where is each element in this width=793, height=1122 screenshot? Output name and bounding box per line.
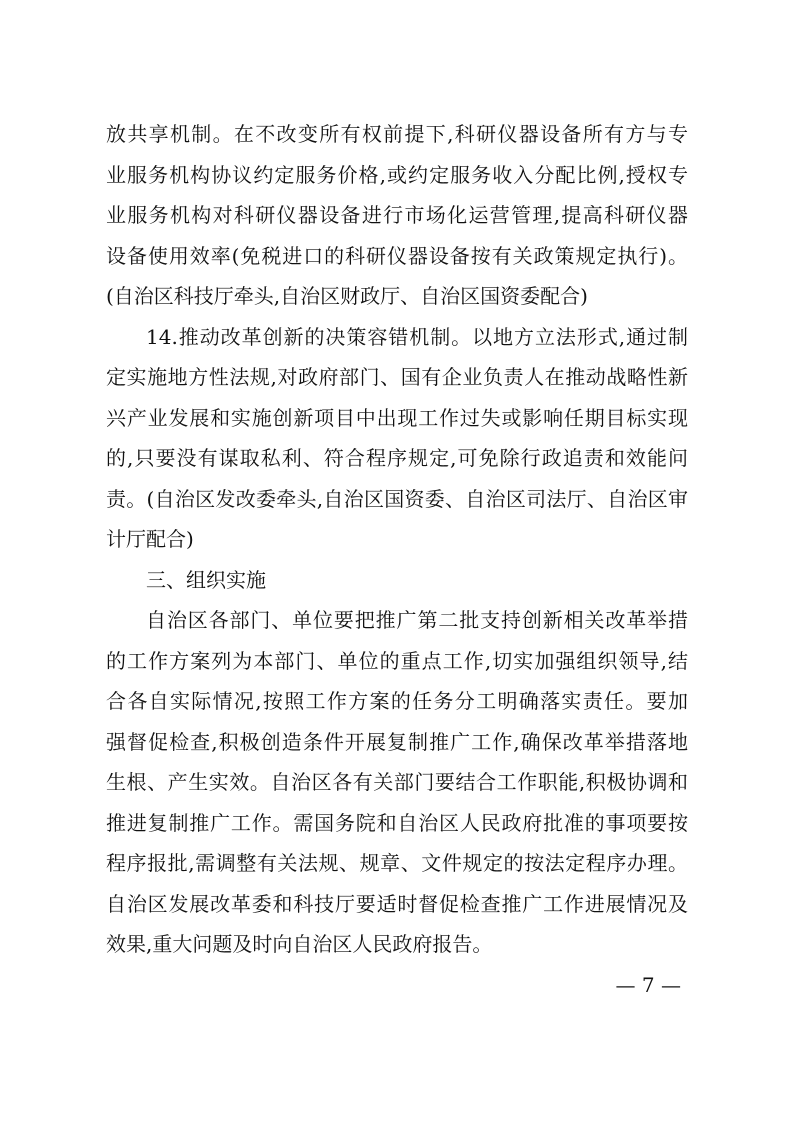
page-number: — 7 — [615,973,681,997]
paragraph-line: 业服务机构对科研仪器设备进行市场化运营管理,提高科研仪器 [106,203,688,227]
paragraph-line: 合各自实际情况,按照工作方案的任务分工明确落实责任。要加 [106,689,688,713]
paragraph-line: 14.推动改革创新的决策容错机制。以地方立法形式,通过制 [146,324,688,349]
paragraph-line: 程序报批,需调整有关法规、规章、文件规定的按法定程序办理。 [106,851,688,875]
body-text [106,114,688,965]
paragraph-line: 计厅配合) [106,527,194,551]
paragraph-line: 生根、产生实效。自治区各有关部门要结合工作职能,积极协调和 [106,770,688,794]
paragraph-line: 放共享机制。在不改变所有权前提下,科研仪器设备所有方与专 [106,122,688,146]
paragraph-line: 定实施地方性法规,对政府部门、国有企业负责人在推动战略性新 [106,365,688,389]
section-heading: 三、组织实施 [146,567,266,592]
paragraph-line: 设备使用效率(免税进口的科研仪器设备按有关政策规定执行)。 [106,243,688,268]
paragraph-line: 兴产业发展和实施创新项目中出现工作过失或影响任期目标实现 [106,405,688,430]
paragraph-line: 推进复制推广工作。需国务院和自治区人民政府批准的事项要按 [106,810,688,835]
paragraph-line: 责。(自治区发改委牵头,自治区国资委、自治区司法厅、自治区审 [106,486,688,511]
paragraph-line: (自治区科技厅牵头,自治区财政厅、自治区国资委配合) [106,284,588,308]
paragraph-line: 效果,重大问题及时向自治区人民政府报告。 [106,932,493,956]
paragraph-line: 自治区各部门、单位要把推广第二批支持创新相关改革举措 [146,608,688,632]
paragraph-line: 业服务机构协议约定服务价格,或约定服务收入分配比例,授权专 [106,162,688,187]
paragraph-line: 的,只要没有谋取私利、符合程序规定,可免除行政追责和效能问 [106,446,688,470]
paragraph-line: 强督促检查,积极创造条件开展复制推广工作,确保改革举措落地 [106,729,688,754]
paragraph-line: 的工作方案列为本部门、单位的重点工作,切实加强组织领导,结 [106,648,688,673]
paragraph-line: 自治区发展改革委和科技厅要适时督促检查推广工作进展情况及 [106,891,688,916]
